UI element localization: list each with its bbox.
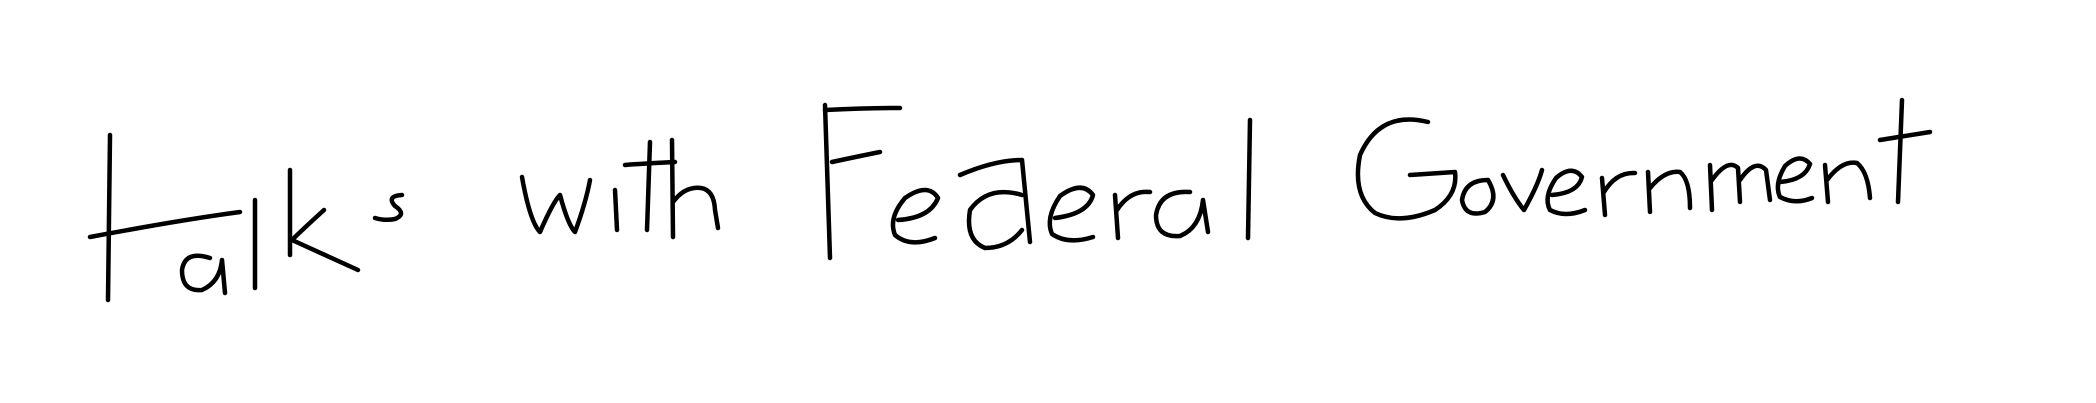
stroke <box>1827 163 1870 198</box>
stroke <box>1503 170 1542 210</box>
stroke <box>1548 171 1585 214</box>
stroke <box>625 162 675 165</box>
stroke <box>1604 173 1635 192</box>
stroke <box>182 256 225 293</box>
stroke <box>1740 166 1770 200</box>
word-talks <box>90 135 402 300</box>
stroke <box>1115 195 1118 238</box>
word-with <box>522 140 718 237</box>
stroke <box>108 135 110 300</box>
stroke <box>969 192 1022 248</box>
stroke <box>1248 120 1250 238</box>
stroke <box>1880 132 1930 140</box>
stroke <box>1358 119 1455 218</box>
stroke <box>1462 180 1493 214</box>
stroke <box>1648 172 1650 212</box>
stroke <box>825 108 900 110</box>
stroke <box>292 240 358 270</box>
stroke <box>1156 192 1208 236</box>
stroke <box>1778 158 1812 201</box>
stroke <box>1602 178 1605 215</box>
stroke <box>375 195 402 220</box>
stroke <box>1710 165 1712 210</box>
handwriting-transcript <box>0 0 1 1</box>
handwritten-line <box>90 100 1940 330</box>
stroke <box>90 212 240 237</box>
stroke <box>1050 188 1093 241</box>
stroke <box>673 188 718 228</box>
stroke <box>1825 165 1828 202</box>
stroke <box>1650 172 1690 208</box>
stroke <box>672 140 673 237</box>
stroke <box>292 210 324 240</box>
stroke <box>1712 165 1740 202</box>
stroke <box>647 142 650 230</box>
word-federal <box>825 105 1250 258</box>
stroke <box>1898 100 1902 202</box>
stroke <box>825 105 830 258</box>
stroke <box>1117 192 1150 210</box>
stroke <box>522 177 590 232</box>
stroke <box>893 190 938 242</box>
stroke <box>615 190 617 230</box>
stroke <box>832 152 880 162</box>
word-government <box>1358 100 1930 218</box>
